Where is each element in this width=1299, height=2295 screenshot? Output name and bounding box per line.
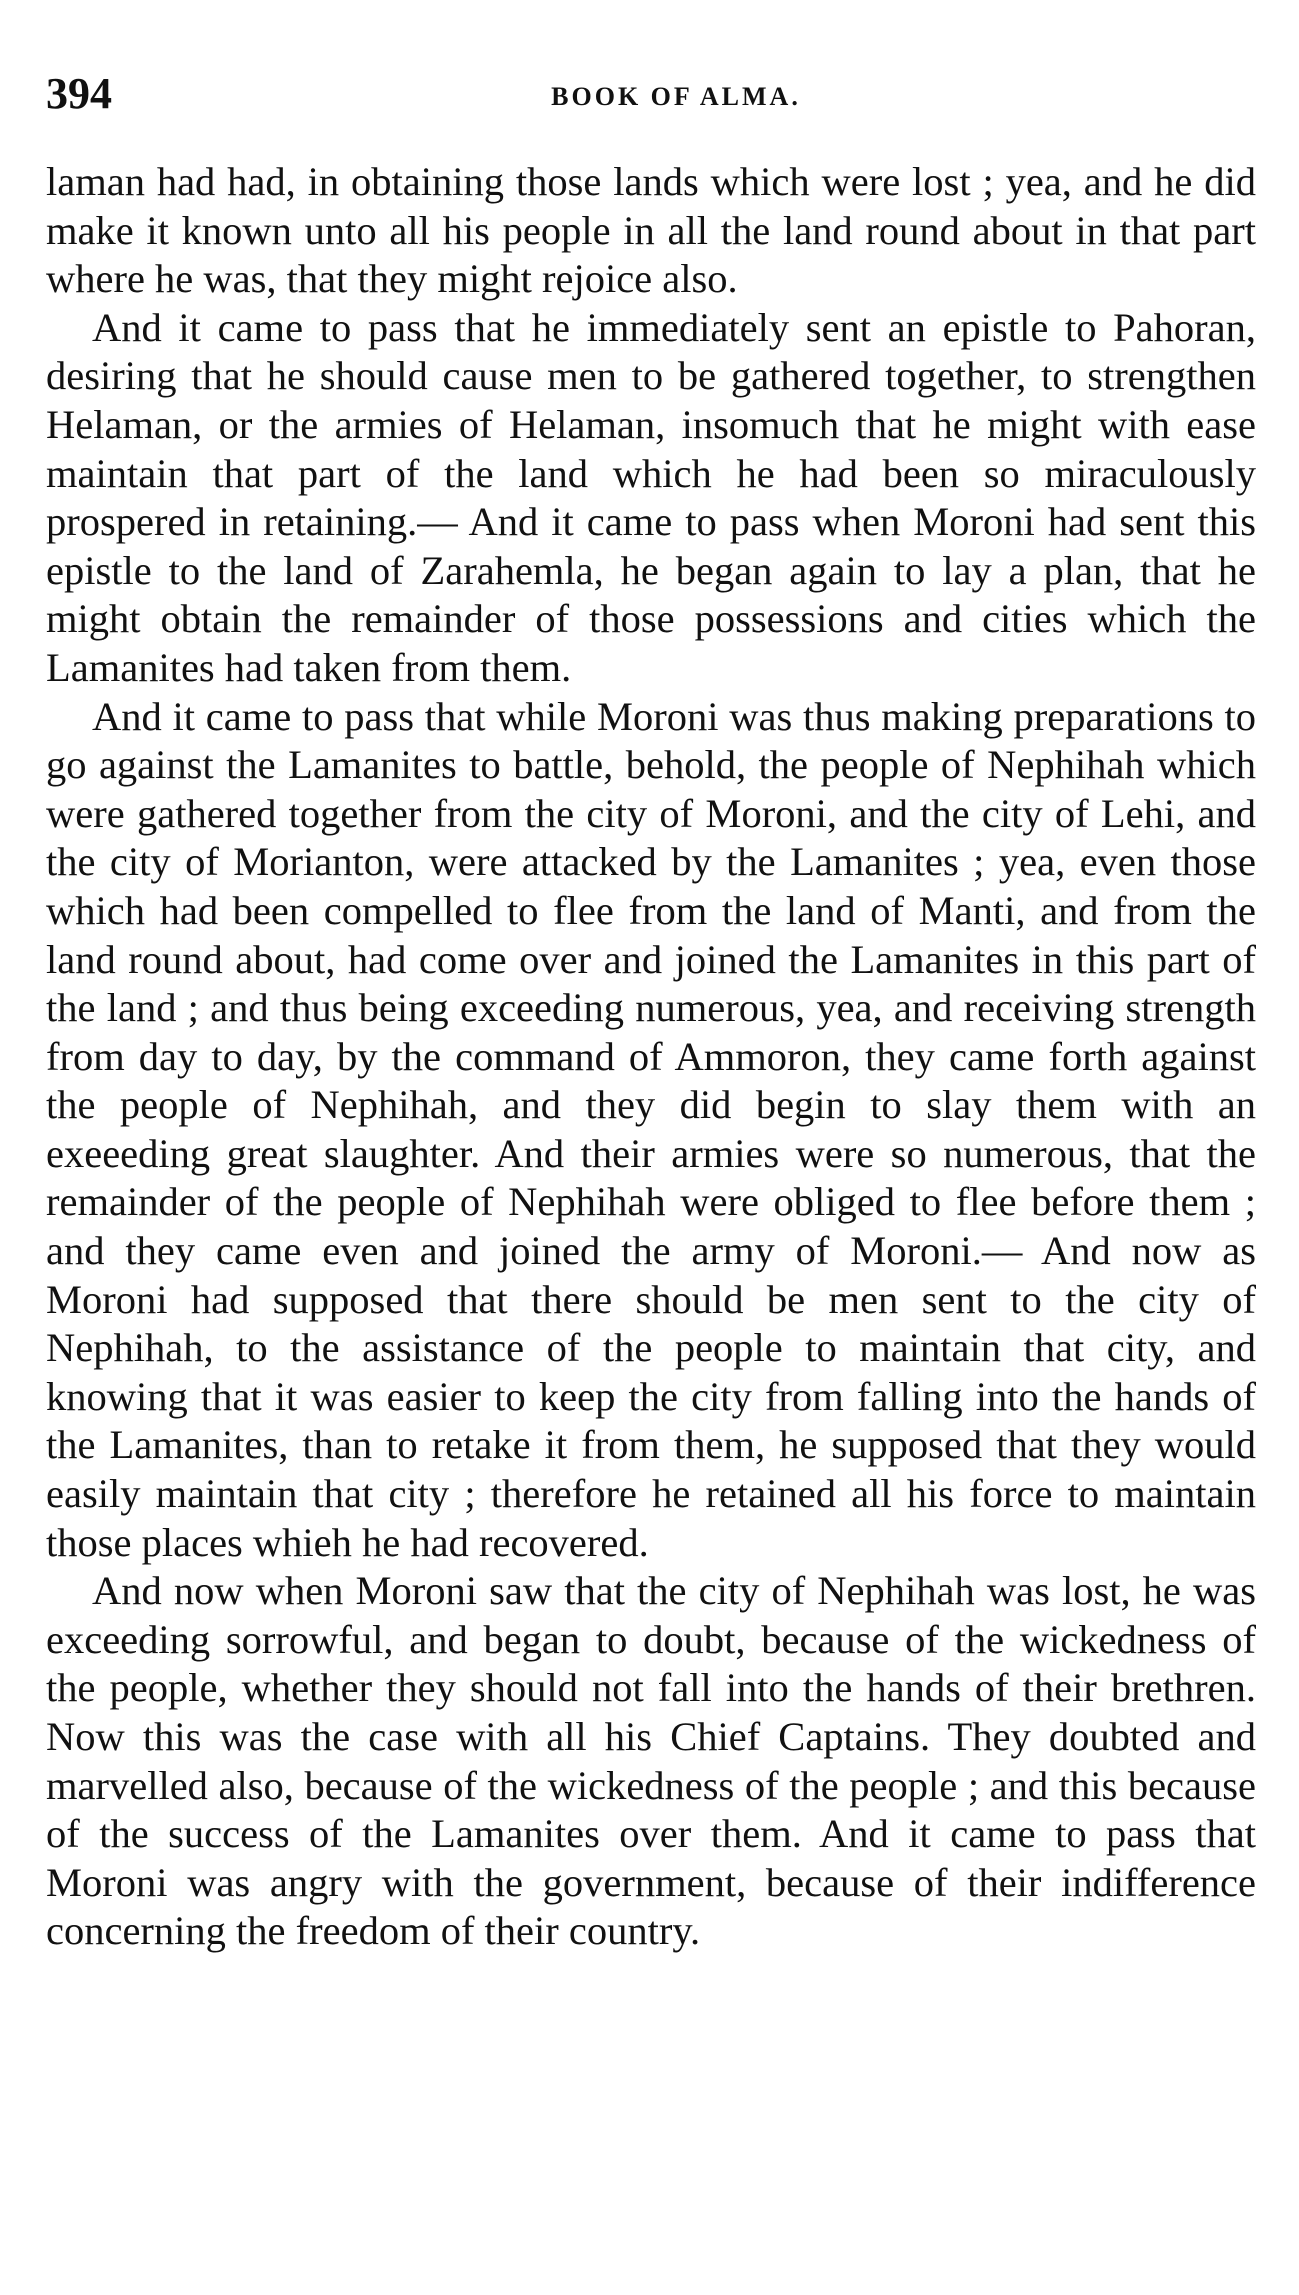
paragraph-epistle-to-pahoran: And it came to pass that he immediately sent an epistle to Pahoran, desiring that he should cause men to be gathered together, to strengthen Helaman, or the armies of Helaman, insomuch that he might with ease maintain that part of the land which he had been so miraculously prospered in retaining.— And it came to pass when Moroni had sent this epistle to the land of Zarahemla, he began again to lay a plan, that he might obtain the remainder of those possessions and cities which the Lamanites had taken from them. <box>46 304 1256 690</box>
paragraph-continuation: laman had had, in obtaining those lands which were lost ; yea, and he did make it known unto all his people in all the land round about in that part where he was, that they might rejoice also. <box>46 159 1256 302</box>
running-head: BOOK OF ALMA. <box>551 82 801 111</box>
paragraph-moroni-sorrowful: And now when Moroni saw that the city of Nephihah was lost, he was exceeding sorrowful, and began to doubt, because of the wickedness of the people, whether they should not fall into the hands of their brethren. Now this was the case with all his Chief Captains. They doubted and marvelled also, because of the wickedness of the people ; and this because of the success of the Lamanites over them. And it came to pass that Moroni was angry with the government, because of their indifference concerning the freedom of their country. <box>46 1568 1256 1954</box>
page-header <box>46 64 1256 124</box>
page-number: 394 <box>46 69 112 118</box>
body-text <box>46 158 1256 1956</box>
paragraph-nephihah-attacked: And it came to pass that while Moroni was thus making preparations to go against the Lamanites to battle, behold, the people of Nephihah which were gathered together from the city of Moroni, and the city of Lehi, and the city of Morianton, were attacked by the Lamanites ; yea, even those which had been compelled to flee from the land of Manti, and from the land round about, had come over and joined the Lamanites in this part of the land ; and thus being exceeding numerous, yea, and receiving strength from day to day, by the command of Ammoron, they came forth against the people of Nephihah, and they did begin to slay them with an exeeeding great slaughter. And their armies were so numerous, that the remainder of the people of Nephihah were obliged to flee before them ; and they came even and joined the army of Moroni.— And now as Moroni had supposed that there should be men sent to the city of Nephihah, to the assistance of the people to maintain that city, and knowing that it was easier to keep the city from falling into the hands of the Lamanites, than to retake it from them, he supposed that they would easily maintain that city ; therefore he retained all his force to maintain those places whieh he had recovered. <box>46 693 1256 1565</box>
